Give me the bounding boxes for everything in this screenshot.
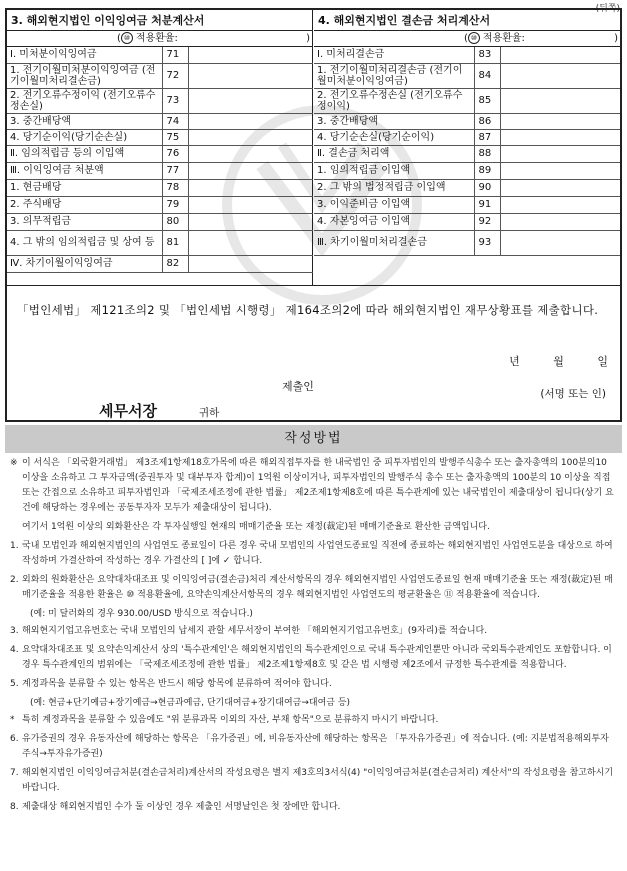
note-mark: 4. xyxy=(10,645,19,655)
table-row xyxy=(7,179,313,196)
table-row xyxy=(314,88,620,113)
guide-item xyxy=(8,696,616,711)
item-label: 2. 전기오류수정손실 (전기오류수정이익) xyxy=(314,88,474,113)
rate-close: ) xyxy=(614,33,618,44)
table-row xyxy=(314,213,620,230)
item-code: 87 xyxy=(474,129,500,145)
section3-title: 3. 해외현지법인 이익잉여금 처분계산서 xyxy=(7,10,312,31)
table-row xyxy=(7,129,313,145)
guide-item xyxy=(8,624,616,639)
guide-item xyxy=(8,607,616,622)
amount-field[interactable] xyxy=(500,47,620,63)
addressee: 세무서장 xyxy=(99,402,157,420)
amount-field[interactable] xyxy=(188,129,313,145)
item-code: 88 xyxy=(474,145,500,162)
note-mark: 8. xyxy=(10,802,19,812)
note-text: 여기서 1억원 이상의 외화환산은 각 투자실행일 현재의 매매기준율 또는 재정(裁定)된 매매기준율로 환산한 금액입니다. xyxy=(22,522,490,532)
back-page-label: (뒤쪽) xyxy=(595,4,620,14)
amount-field[interactable] xyxy=(500,179,620,196)
table-row xyxy=(314,63,620,88)
amount-field[interactable] xyxy=(188,230,313,255)
statement-text: 「법인세법」 제121조의2 및 「법인세법 시행령」 제164조의2에 따라 해외현지법인 재무상황표를 제출합니다. xyxy=(17,303,599,317)
note-mark: 2. xyxy=(10,575,19,585)
item-code: 81 xyxy=(162,230,188,255)
guide-intro xyxy=(8,456,616,516)
item-label: 1. 전기이월미처리결손금 (전기이월미처분이익잉여금) xyxy=(314,63,474,88)
table-row xyxy=(7,145,313,162)
item-label: 3. 이익준비금 이입액 xyxy=(314,196,474,213)
item-code: 89 xyxy=(474,162,500,179)
amount-field[interactable] xyxy=(188,213,313,230)
table-row xyxy=(7,63,313,88)
table-row xyxy=(7,255,313,272)
item-label: 1. 현금배당 xyxy=(7,179,162,196)
table-row xyxy=(7,47,313,63)
item-code: 79 xyxy=(162,196,188,213)
note-mark: 3. xyxy=(10,626,19,636)
guide-item xyxy=(8,539,616,569)
table-row xyxy=(314,230,620,255)
item-label: 2. 주식배당 xyxy=(7,196,162,213)
guide-item xyxy=(8,766,616,796)
item-code: 86 xyxy=(474,113,500,129)
item-label: 4. 그 밖의 임의적립금 및 상여 등 xyxy=(7,230,162,255)
item-label: 1. 임의적립금 이입액 xyxy=(314,162,474,179)
item-label: 4. 당기순이익(당기순손실) xyxy=(7,129,162,145)
note-text: 해외현지법인 이익잉여금처분(결손금처리)계산서의 작성요령은 별지 제3호의3서식(4) "이익잉여금처분(결손금처리) 계산서"의 작성요령을 참고하시기 바랍니다. xyxy=(22,768,614,793)
item-label: 2. 전기오류수정이익 (전기오류수정손실) xyxy=(7,88,162,113)
amount-field[interactable] xyxy=(500,196,620,213)
guide-intro2 xyxy=(8,520,616,535)
guide-item xyxy=(8,732,616,762)
note-text: 특히 계정과목을 분류할 수 있음에도 "위 분류과목 이외의 자산, 부채 항목"으로 분류하지 마시기 바랍니다. xyxy=(22,715,439,725)
item-code: 73 xyxy=(162,88,188,113)
amount-field[interactable] xyxy=(188,162,313,179)
item-label: Ⅱ. 결손금 처리액 xyxy=(314,145,474,162)
note-text: (예: 현금+단기예금+장기예금→현금과예금, 단기대여금+장기대여금→대여금 등) xyxy=(30,698,351,708)
table-row xyxy=(314,47,620,63)
table-row xyxy=(314,113,620,129)
amount-field[interactable] xyxy=(500,63,620,88)
section4-rate-row: ( ⑩ 적용환율: ) xyxy=(314,31,620,47)
item-code: 91 xyxy=(474,196,500,213)
item-label: 4. 자본잉여금 이입액 xyxy=(314,213,474,230)
section3-rate-row: ( ⑩ 적용환율: ) xyxy=(7,31,312,47)
guide-item xyxy=(8,677,616,692)
amount-field[interactable] xyxy=(188,255,313,272)
item-code: 80 xyxy=(162,213,188,230)
profit-appropriation-section xyxy=(7,10,313,285)
amount-field[interactable] xyxy=(188,196,313,213)
deficit-disposition-section xyxy=(314,10,620,285)
amount-field[interactable] xyxy=(500,113,620,129)
item-code: 82 xyxy=(162,255,188,272)
item-code: 71 xyxy=(162,47,188,63)
item-code: 74 xyxy=(162,113,188,129)
item-label: 2. 그 밖의 법정적립금 이입액 xyxy=(314,179,474,196)
note-text: 요약대차대조표 및 요약손익계산서 상의 '특수관계인'은 해외현지법인의 특수관계인으로 국내 특수관계인뿐만 아니라 국외특수관계인도 포함합니다. 이 경우 특수관계인의 범위에는 「국제조세조정에 관한 법률」 제2조제1항제8호 및 같은 법 시행령 제2조에서 규정한 특수관계를 적용합니다. xyxy=(22,645,612,670)
item-label: Ⅲ. 차기이월미처리결손금 xyxy=(314,230,474,255)
item-code: 75 xyxy=(162,129,188,145)
submission-statement xyxy=(7,285,620,420)
note-mark: 1. xyxy=(10,541,19,551)
section4-table xyxy=(314,47,620,256)
item-code: 85 xyxy=(474,88,500,113)
amount-field[interactable] xyxy=(500,145,620,162)
item-label: 3. 중간배당액 xyxy=(7,113,162,129)
table-row xyxy=(7,162,313,179)
guide-item xyxy=(8,573,616,603)
amount-field[interactable] xyxy=(188,145,313,162)
submitter-label: 제출인 xyxy=(282,380,314,393)
item-code: 83 xyxy=(474,47,500,63)
note-text: (예: 미 달러화의 경우 930.00/USD 방식으로 적습니다.) xyxy=(30,609,253,619)
note-mark: 6. xyxy=(10,734,19,744)
item-code: 93 xyxy=(474,230,500,255)
note-mark: 7. xyxy=(10,768,19,778)
amount-field[interactable] xyxy=(188,47,313,63)
table-row xyxy=(314,145,620,162)
note-text: 이 서식은 「외국환거래법」 제3조제1항제18호가목에 따른 해외직접투자를 한 내국법인 중 피투자법인의 발행주식총수 또는 출자총액의 100분의10 이상을 소유하고 그 투자금액(중권투자 및 대부투자 합계)이 1억원 이상이거나, 피투자법인의 발행주식 총수 또는 출자총액의 100분의 10 이상을 직접 또는 간접으로 소유하고 피투자법인과 「국제조세조정에 관한 법률」 제2조제1항제8호에 따른 특수관계에 있는 내국법인이 제출대상이 됩니다(상기 요건에 해당하는 경우에는 공동투자자 모두가 제출대상이 됩니다). xyxy=(22,458,614,513)
guide-item xyxy=(8,800,616,815)
note-mark: 5. xyxy=(10,679,19,689)
table-row xyxy=(314,129,620,145)
item-code: 72 xyxy=(162,63,188,88)
table-row xyxy=(7,88,313,113)
note-mark: * xyxy=(10,715,15,725)
amount-field[interactable] xyxy=(188,63,313,88)
table-row xyxy=(7,230,313,255)
item-label: 1. 전기이월미처분이익잉여금 (전기이월미처리결손금) xyxy=(7,63,162,88)
rate-close: ) xyxy=(306,33,310,44)
signature-field[interactable]: (서명 또는 인) xyxy=(540,388,606,400)
note-text: 외화의 원화환산은 요약대차대조표 및 이익잉여금(결손금)처리 계산서항목의 경우 해외현지법인 사업연도종료일 현재 매매기준율 또는 재정(裁定)된 매매기준율을 적용한 환율은 ⑩ 적용환율에, 요약손익계산서항목의 경우 해외현지법인 사업연도의 평균환율은 ⑪ 적용환율에 적습니다. xyxy=(22,575,613,600)
rate-label: 적용환율: xyxy=(135,33,178,44)
honorific: 귀하 xyxy=(199,407,220,419)
item-code: 92 xyxy=(474,213,500,230)
item-label: Ⅰ. 미처리결손금 xyxy=(314,47,474,63)
item-label: Ⅱ. 임의적립금 등의 이입액 xyxy=(7,145,162,162)
guide-item xyxy=(8,713,616,728)
item-code: 76 xyxy=(162,145,188,162)
amount-field[interactable] xyxy=(500,129,620,145)
table-row xyxy=(314,179,620,196)
amount-field[interactable] xyxy=(188,88,313,113)
amount-field[interactable] xyxy=(188,113,313,129)
guide-title: 작성방법 xyxy=(5,425,622,453)
note-text: 제출대상 해외현지법인 수가 둘 이상인 경우 제출인 서명날인은 첫 장에만 합니다. xyxy=(22,802,341,812)
table-row xyxy=(7,113,313,129)
note-mark: ※ xyxy=(10,458,18,468)
item-label: 4. 당기순손실(당기순이익) xyxy=(314,129,474,145)
amount-field[interactable] xyxy=(500,230,620,255)
amount-field[interactable] xyxy=(500,213,620,230)
table-row xyxy=(314,196,620,213)
item-code: 78 xyxy=(162,179,188,196)
item-label: 3. 의무적립금 xyxy=(7,213,162,230)
date-field[interactable]: 년 월 일 xyxy=(509,355,608,368)
amount-field[interactable] xyxy=(500,162,620,179)
note-text: 계정과목을 분류할 수 있는 항목은 반드시 해당 항목에 분류하여 적어야 합니다. xyxy=(22,679,332,689)
note-text: 국내 모법인과 해외현지법인의 사업연도 종료일이 다른 경우 국내 모법인의 사업연도종료일 직전에 종료하는 해외현지법인 사업연도분을 대상으로 하여 작성하며 가결산하여 작성하는 경우 가결산의 [ ]에 ✓ 합니다. xyxy=(22,541,613,566)
item-code: 84 xyxy=(474,63,500,88)
item-code: 90 xyxy=(474,179,500,196)
section3-table xyxy=(7,47,313,273)
item-label: Ⅳ. 차기이월이익잉여금 xyxy=(7,255,162,272)
rate-number-badge: ⑩ xyxy=(468,32,480,44)
rate-number-badge: ⑩ xyxy=(121,32,133,44)
table-row xyxy=(7,213,313,230)
item-label: 3. 중간배당액 xyxy=(314,113,474,129)
item-label: Ⅲ. 이익잉여금 처분액 xyxy=(7,162,162,179)
item-code: 77 xyxy=(162,162,188,179)
rate-label: 적용환율: xyxy=(482,33,525,44)
guide-item xyxy=(8,643,616,673)
note-text: 유가증권의 경우 유동자산에 해당하는 항목은 「유가증권」에, 비유동자산에 해당하는 항목은 「투자유가증권」에 적습니다. (예: 지분법적용해외투자주식→투자유가증권) xyxy=(22,734,609,759)
amount-field[interactable] xyxy=(500,88,620,113)
table-row xyxy=(314,162,620,179)
form-frame xyxy=(5,8,622,422)
item-label: Ⅰ. 미처분이익잉여금 xyxy=(7,47,162,63)
section4-title: 4. 해외현지법인 결손금 처리계산서 xyxy=(314,10,620,31)
note-text: 해외현지기업고유번호는 국내 모법인의 납세지 관할 세무서장이 부여한 「해외현지기업고유번호」(9자리)를 적습니다. xyxy=(22,626,488,636)
table-row xyxy=(7,196,313,213)
guide-notes xyxy=(8,456,616,819)
amount-field[interactable] xyxy=(188,179,313,196)
